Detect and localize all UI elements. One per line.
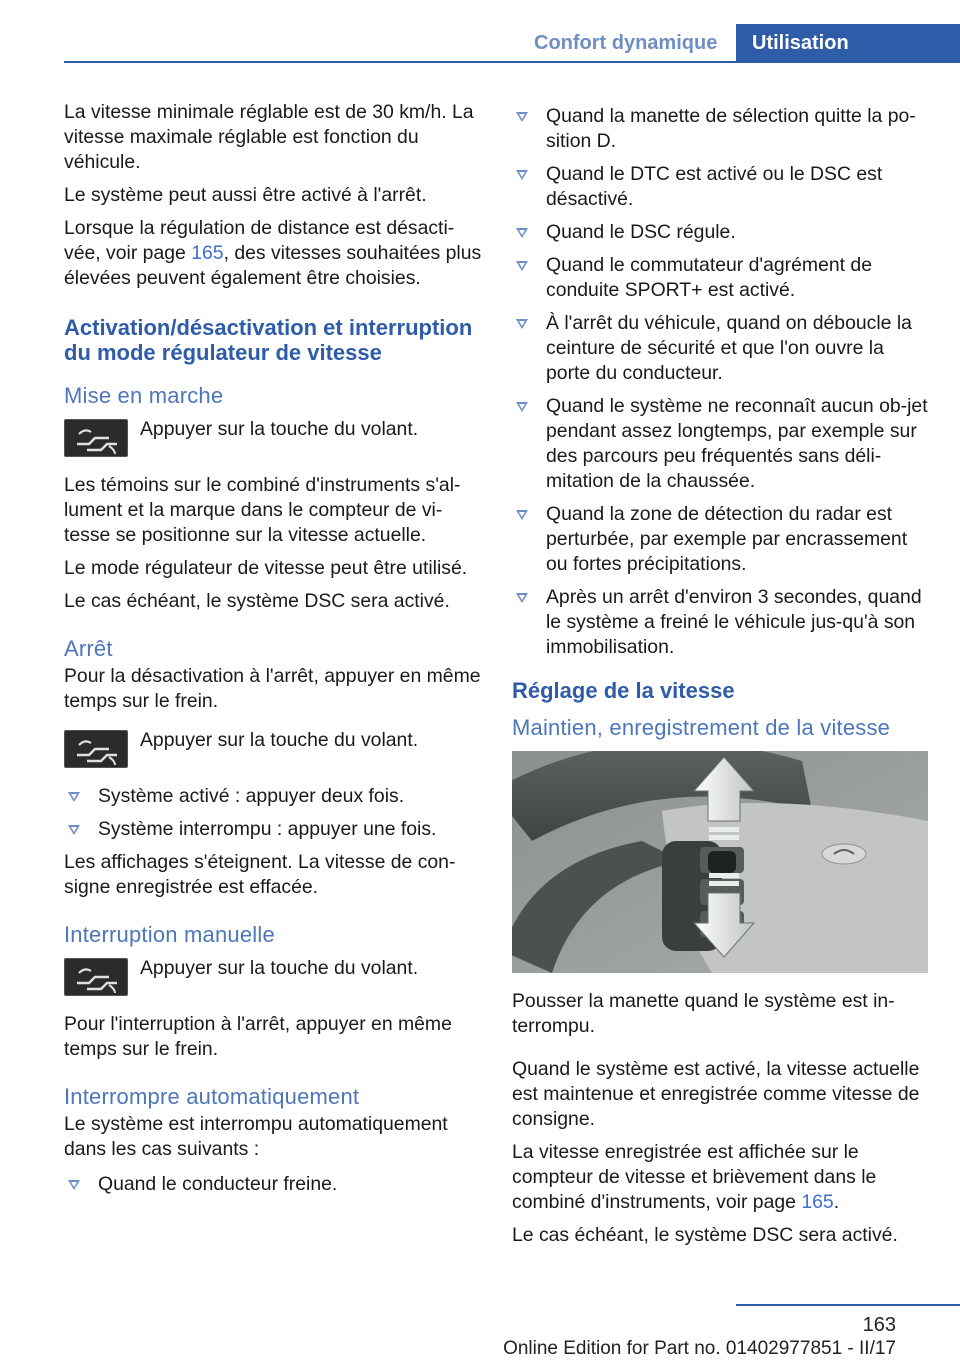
paragraph-min-speed: La vitesse minimale réglable est de 30 km/h. La vitesse maximale réglable est fonction du véhicule. (64, 101, 474, 173)
arret-bullet-list (64, 784, 484, 842)
triangle-bullet-icon (68, 792, 80, 802)
list-item: Quand la zone de détection du radar est perturbée, par exemple par encrassement ou fortes précipitations. (512, 502, 930, 577)
triangle-bullet-icon (68, 825, 80, 835)
steering-wheel-lever-image (512, 751, 928, 973)
left-column (64, 100, 484, 1205)
key-text: Appuyer sur la touche du volant. (140, 729, 419, 751)
paragraph-auto: Le système est interrompu automatiquement dans les cas suivants : (64, 1113, 448, 1160)
paragraph-standstill: Le système peut aussi être activé à l'arrêt. (64, 184, 427, 206)
triangle-bullet-icon (516, 593, 528, 603)
triangle-bullet-icon (68, 1180, 80, 1190)
paragraph-dsc: Le cas échéant, le système DSC sera activé. (64, 590, 450, 612)
section-tab[interactable]: Confort dynamique (534, 32, 718, 54)
page-header (0, 0, 960, 62)
paragraph-usable: Le mode régulateur de vitesse peut être utilisé. (64, 557, 468, 579)
page-footer (0, 1300, 960, 1362)
auto-bullet-list (64, 1172, 484, 1197)
cruise-control-key-icon (64, 419, 128, 457)
triangle-bullet-icon (516, 510, 528, 520)
list-item: À l'arrêt du véhicule, quand on déboucle la ceinture de sécurité et que l'on ouvre la porte du conducteur. (512, 311, 930, 386)
heading-maintien: Maintien, enregistrement de la vitesse (512, 715, 891, 740)
cruise-control-key-icon (64, 730, 128, 768)
key-instruction-on (64, 417, 484, 457)
heading-mise-en-marche: Mise en marche (64, 383, 224, 408)
heading-reglage: Réglage de la vitesse (512, 678, 735, 703)
key-instruction-interrupt (64, 956, 484, 996)
list-item: Quand le commutateur d'agrément de conduite SPORT+ est activé. (512, 253, 930, 303)
paragraph-indicators: Les témoins sur le combiné d'instruments s'al‐lument et la marque dans le compteur de vi‐tesse se positionne sur la vitesse actuelle. (64, 474, 461, 546)
header-rule (64, 61, 960, 63)
paragraph-distance: Lorsque la régulation de distance est désacti‐vée, voir page 165, des vitesses souhaitées plus élevées peuvent également être choisies. (64, 217, 482, 289)
list-item: Après un arrêt d'environ 3 secondes, quand le système a freiné le véhicule jus‐qu'à son immobilisation. (512, 585, 930, 660)
paragraph-active-speed: Quand le système est activé, la vitesse actuelle est maintenue et enregistrée comme vitesse de consigne. (512, 1058, 920, 1130)
page-number: 163 (862, 1314, 896, 1336)
heading-auto: Interrompre automatiquement (64, 1084, 360, 1109)
key-instruction-off (64, 728, 484, 768)
triangle-bullet-icon (516, 319, 528, 329)
page-link[interactable]: 165 (191, 242, 224, 264)
paragraph-dsc-right: Le cas échéant, le système DSC sera activé. (512, 1224, 898, 1246)
list-item: Système interrompu : appuyer une fois. (64, 817, 484, 842)
triangle-bullet-icon (516, 170, 528, 180)
page-link[interactable]: 165 (801, 1191, 834, 1213)
list-item: Quand le DSC régule. (512, 220, 930, 245)
paragraph-displays-off: Les affichages s'éteignent. La vitesse de con‐signe enregistrée est effacée. (64, 851, 456, 898)
heading-interruption: Interruption manuelle (64, 922, 275, 947)
list-item: Quand le DTC est activé ou le DSC est désactivé. (512, 162, 930, 212)
list-item: Quand le système ne reconnaît aucun ob‐jet pendant assez longtemps, par exemple sur des parcours peu fréquentés sans déli‐mitation de la chaussée. (512, 394, 930, 494)
heading-arret: Arrêt (64, 636, 113, 661)
key-text: Appuyer sur la touche du volant. (140, 418, 419, 440)
paragraph-push-lever: Pousser la manette quand le système est in‐terrompu. (512, 990, 895, 1037)
chapter-tab[interactable]: Utilisation (736, 24, 960, 62)
triangle-bullet-icon (516, 402, 528, 412)
list-item: Quand le conducteur freine. (64, 1172, 484, 1197)
paragraph-interrupt-standstill: Pour l'interruption à l'arrêt, appuyer en même temps sur le frein. (64, 1013, 452, 1060)
edition-line: Online Edition for Part no. 01402977851 - II/17 (503, 1338, 896, 1359)
paragraph-arret: Pour la désactivation à l'arrêt, appuyer en même temps sur le frein. (64, 665, 481, 712)
cruise-control-key-icon (64, 958, 128, 996)
paragraph-stored-speed: La vitesse enregistrée est affichée sur le compteur de vitesse et brièvement dans le combiné d'instruments, voir page 165. (512, 1141, 877, 1213)
right-column (512, 104, 930, 1256)
heading-activation: Activation/désactivation et interruption du mode régulateur de vitesse (64, 315, 473, 365)
key-text: Appuyer sur la touche du volant. (140, 957, 419, 979)
triangle-bullet-icon (516, 228, 528, 238)
triangle-bullet-icon (516, 261, 528, 271)
triangle-bullet-icon (516, 112, 528, 122)
list-item: Système activé : appuyer deux fois. (64, 784, 484, 809)
right-bullet-list (512, 104, 930, 660)
list-item: Quand la manette de sélection quitte la po‐sition D. (512, 104, 930, 154)
